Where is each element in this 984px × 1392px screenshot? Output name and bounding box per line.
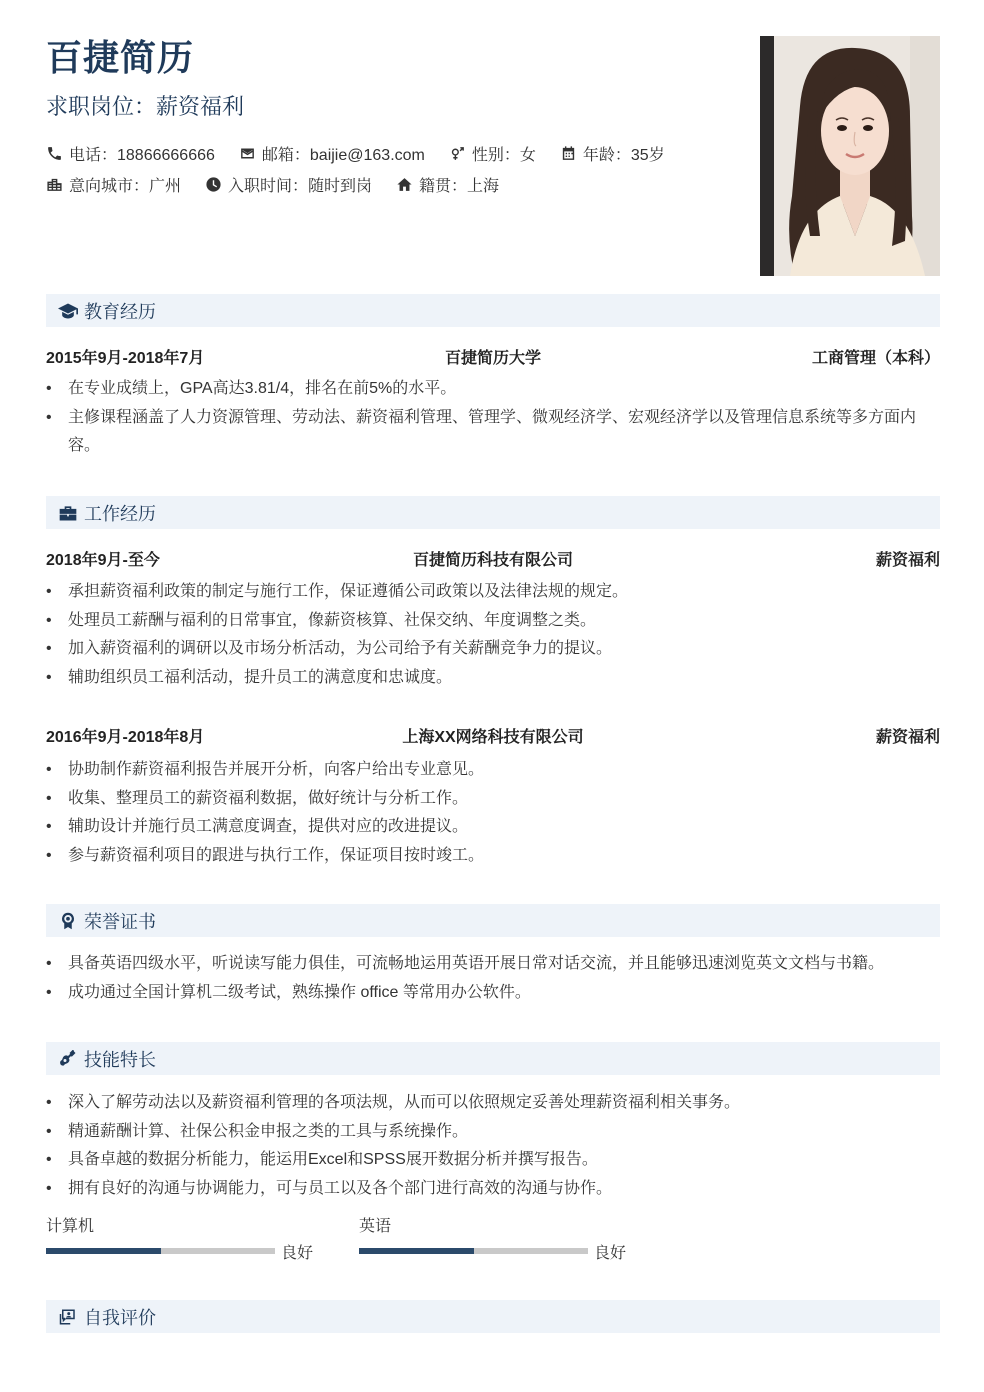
section-work <box>46 496 940 529</box>
email-text: 邮箱：baijie@163.com <box>261 147 425 164</box>
list-item: • 具备英语四级水平，听说读写能力俱佳，可流畅地运用英语开展日常对话交流，并且能够迅速浏览英文文档与书籍。 <box>46 950 940 979</box>
education-entry-head <box>46 345 940 369</box>
list-item: • 辅助设计并施行员工满意度调查，提供对应的改进提议。 <box>46 813 940 842</box>
phone-item <box>46 142 215 165</box>
work-entry-head-2 <box>46 724 940 748</box>
list-item: • 收集、整理员工的薪资福利数据，做好统计与分析工作。 <box>46 785 940 814</box>
section-title-education: 教育经历 <box>84 301 156 322</box>
skill-label-english: 英语 <box>359 1218 392 1235</box>
guitar-icon <box>58 1050 78 1068</box>
education-school: 百捷简历大学 <box>444 350 541 367</box>
skill-track-computer <box>46 1248 275 1254</box>
city-text: 意向城市：广州 <box>69 178 182 195</box>
email-item <box>239 142 425 165</box>
gender-text: 性别：女 <box>471 147 536 164</box>
hometown-item <box>396 173 499 196</box>
age-item <box>560 142 665 165</box>
profile-photo <box>760 36 940 276</box>
phone-text: 电话：18866666666 <box>69 147 215 164</box>
skill-label-computer: 计算机 <box>46 1218 95 1235</box>
list-item: • 主修课程涵盖了人力资源管理、劳动法、薪资福利管理、管理学、微观经济学、宏观经济学以及管理信息系统等多方面内容。 <box>46 404 940 461</box>
education-bullets <box>46 375 940 461</box>
skill-level-english: 良好 <box>594 1245 627 1262</box>
skill-bar-computer <box>46 1213 326 1262</box>
skill-bar-english <box>359 1213 639 1262</box>
work-date-1: 2018年9月-至今 <box>46 552 160 569</box>
section-title-self-eval: 自我评价 <box>84 1307 156 1328</box>
education-major: 工商管理（本科） <box>811 350 940 367</box>
award-icon <box>58 912 78 930</box>
city-item <box>46 173 181 196</box>
work-company-2: 上海XX网络科技有限公司 <box>402 729 584 746</box>
skill-fill-english <box>359 1248 474 1254</box>
work-bullets-2 <box>46 756 940 870</box>
mail-icon <box>239 145 256 162</box>
work-role-1: 薪资福利 <box>875 552 940 569</box>
list-item: • 承担薪资福利政策的制定与施行工作，保证遵循公司政策以及法律法规的规定。 <box>46 578 940 607</box>
list-item: • 具备卓越的数据分析能力，能运用Excel和SPSS展开数据分析并撰写报告。 <box>46 1146 940 1175</box>
hometown-text: 籍贯：上海 <box>419 178 500 195</box>
skill-fill-computer <box>46 1248 161 1254</box>
work-role-2: 薪资福利 <box>875 729 940 746</box>
clock-icon <box>205 176 222 193</box>
resume-name: 百捷简历 <box>46 37 195 78</box>
contact-row-1 <box>46 142 689 165</box>
job-target: 求职岗位：薪资福利 <box>46 94 245 119</box>
section-self-eval <box>46 1300 940 1333</box>
skill-level-computer: 良好 <box>281 1245 314 1262</box>
list-item: • 深入了解劳动法以及薪资福利管理的各项法规，从而可以依照规定妥善处理薪资福利相关事务。 <box>46 1089 940 1118</box>
list-item: • 辅助组织员工福利活动，提升员工的满意度和忠诚度。 <box>46 664 940 693</box>
skills-bullets <box>46 1089 940 1203</box>
section-education <box>46 294 940 327</box>
section-title-work: 工作经历 <box>84 503 156 524</box>
list-item: • 参与薪资福利项目的跟进与执行工作，保证项目按时竣工。 <box>46 842 940 871</box>
list-item: • 成功通过全国计算机二级考试，熟练操作 office 等常用办公软件。 <box>46 979 940 1008</box>
list-item: • 精通薪酬计算、社保公积金申报之类的工具与系统操作。 <box>46 1118 940 1147</box>
list-item: • 在专业成绩上，GPA高达3.81/4，排名在前5%的水平。 <box>46 375 940 404</box>
work-company-1: 百捷简历科技有限公司 <box>412 552 573 569</box>
briefcase-icon <box>58 504 78 522</box>
contact-row-2 <box>46 173 523 196</box>
list-item: • 协助制作薪资福利报告并展开分析，向客户给出专业意见。 <box>46 756 940 785</box>
gender-item <box>449 142 536 165</box>
list-item: • 加入薪资福利的调研以及市场分析活动，为公司给予有关薪酬竞争力的提议。 <box>46 635 940 664</box>
calendar-icon <box>560 145 577 162</box>
city-icon <box>46 176 63 193</box>
section-title-honors: 荣誉证书 <box>84 911 156 932</box>
chat-person-icon <box>58 1308 78 1326</box>
home-icon <box>396 176 413 193</box>
age-text: 年龄：35岁 <box>582 147 665 164</box>
section-title-skills: 技能特长 <box>84 1049 156 1070</box>
list-item: • 拥有良好的沟通与协调能力，可与员工以及各个部门进行高效的沟通与协作。 <box>46 1175 940 1204</box>
education-date: 2015年9月-2018年7月 <box>46 350 205 367</box>
section-skills <box>46 1042 940 1075</box>
section-honors <box>46 904 940 937</box>
gender-icon <box>449 145 466 162</box>
list-item: • 处理员工薪酬与福利的日常事宜，像薪资核算、社保交纳、年度调整之类。 <box>46 607 940 636</box>
graduation-cap-icon <box>58 302 78 320</box>
portrait-illustration <box>760 36 940 276</box>
start-time-text: 入职时间：随时到岗 <box>228 178 373 195</box>
phone-icon <box>46 145 63 162</box>
honors-bullets <box>46 950 940 1007</box>
start-time-item <box>205 173 372 196</box>
work-bullets-1 <box>46 578 940 692</box>
work-date-2: 2016年9月-2018年8月 <box>46 729 205 746</box>
work-entry-head-1 <box>46 547 940 571</box>
skill-track-english <box>359 1248 588 1254</box>
